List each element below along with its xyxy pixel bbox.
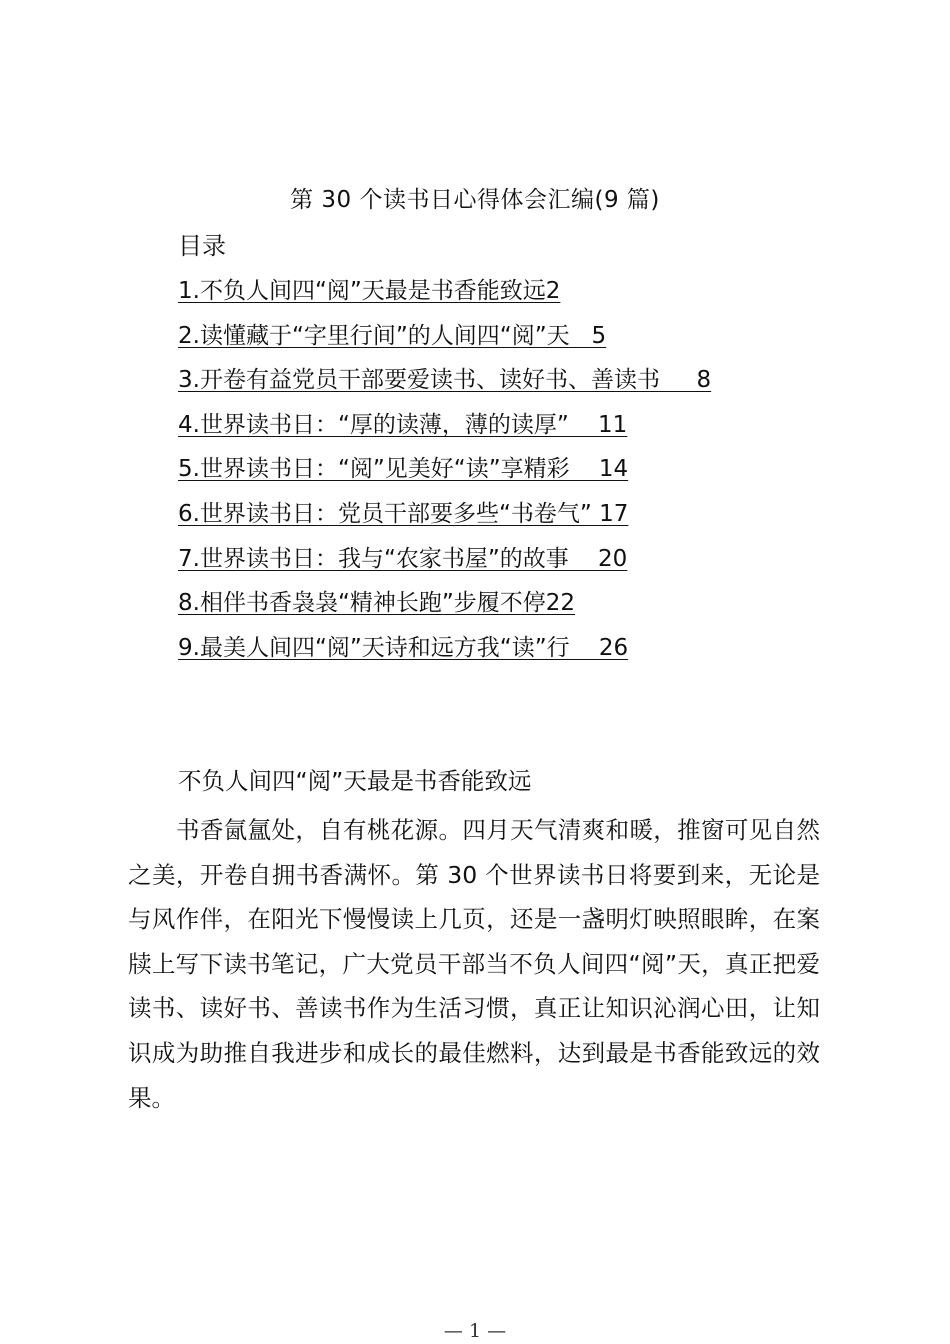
- toc-item-2[interactable]: 2.读懂藏于“字里行间”的人间四“阅”天 5: [178, 322, 607, 349]
- toc-item-3[interactable]: 3.开卷有益党员干部要爱读书、读好书、善读书 8: [178, 367, 712, 394]
- toc-item-8[interactable]: 8.相伴书香袅袅“精神长跑”步履不停22: [178, 590, 576, 617]
- toc-item-6[interactable]: 6.世界读书日：党员干部要多些“书卷气” 17: [178, 500, 629, 527]
- toc-item-4[interactable]: 4.世界读书日：“厚的读薄，薄的读厚” 11: [178, 411, 628, 438]
- toc-item-1[interactable]: 1.不负人间四“阅”天最是书香能致远2: [178, 278, 561, 304]
- table-of-contents: [178, 274, 711, 675]
- toc-item-9[interactable]: 9.最美人间四“阅”天诗和远方我“读”行 26: [178, 634, 629, 661]
- body-paragraph: 书香氤氲处，自有桃花源。四月天气清爽和暖，推窗可见自然之美，开卷自拥书香满怀。第 30 个世界读书日将要到来，无论是与风作伴，在阳光下慢慢读上几页，还是一盏明灯映照眼眸，在案牍上写下读书笔记，广大党员干部当不负人间四“阅”天，真正把爱读书、读好书、善读书作为生活习惯，真正让知识沁润心田，让知识成为助推自我进步和成长的最佳燃料，达到最是书香能致远的效果。: [128, 816, 820, 1112]
- document-title: 第 30 个读书日心得体会汇编(9 篇): [290, 187, 660, 213]
- toc-item-7[interactable]: 7.世界读书日：我与“农家书屋”的故事 20: [178, 545, 628, 572]
- page-number-footer: — 1 —: [443, 1320, 507, 1342]
- toc-item-5[interactable]: 5.世界读书日：“阅”见美好“读”享精彩 14: [178, 456, 629, 483]
- section-heading: 不负人间四“阅”天最是书香能致远: [178, 767, 532, 795]
- toc-heading: 目录: [178, 232, 226, 260]
